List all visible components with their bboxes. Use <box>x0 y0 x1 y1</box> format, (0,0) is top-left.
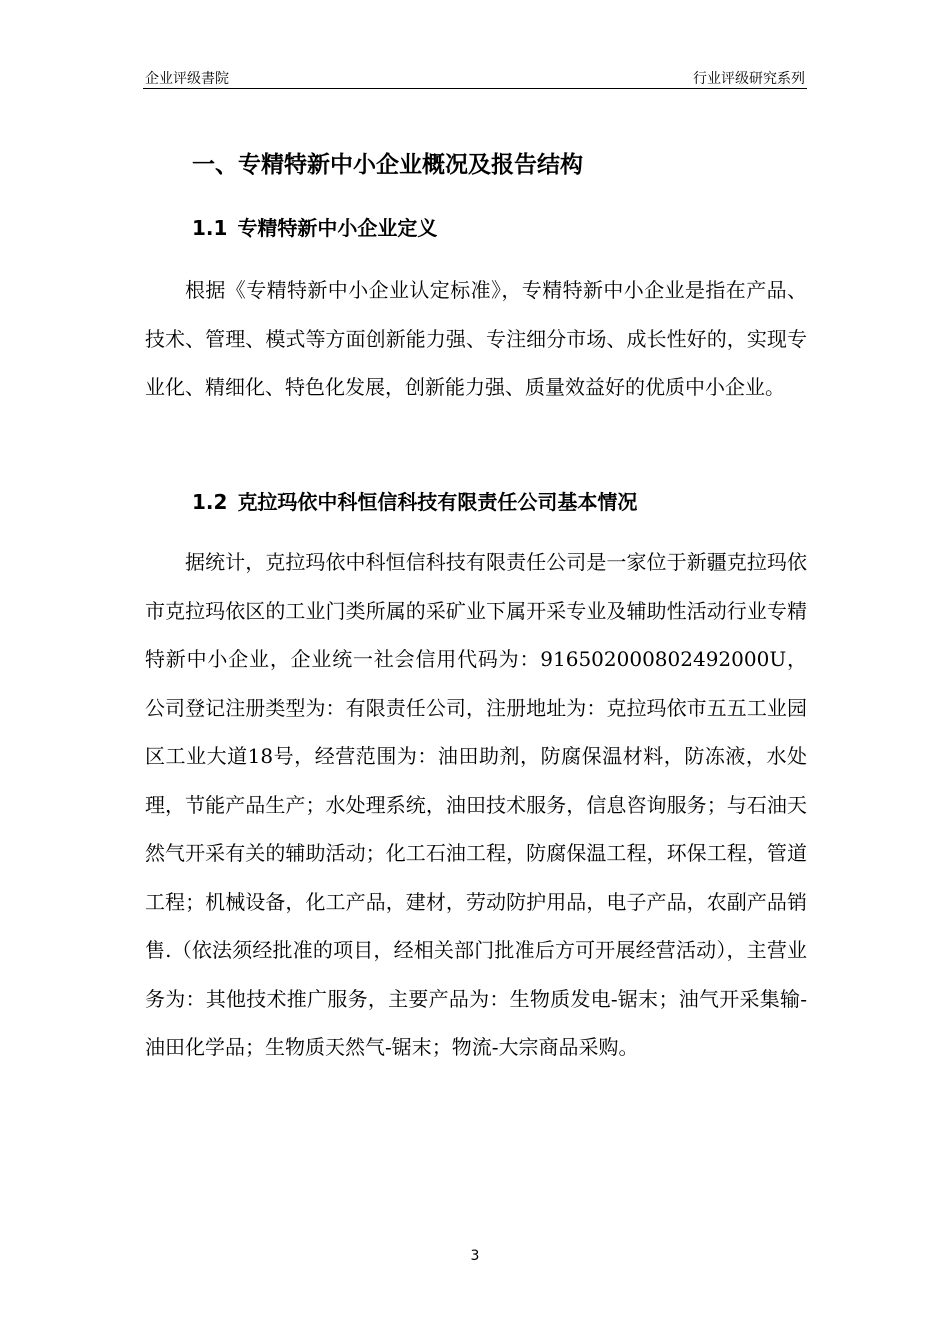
company-info-paragraph: 据统计，克拉玛依中科恒信科技有限责任公司是一家位于新疆克拉玛依市克拉玛依区的工业门类所属的采矿业下属开采专业及辅助性活动行业专精特新中小企业，企业统一社会信用代码为：916502000802492000U，公司登记注册类型为：有限责任公司，注册地址为：克拉玛依市五五工业园区工业大道18号，经营范围为：油田助剂，防腐保温材料，防冻液，水处理，节能产品生产；水处理系统，油田技术服务，信息咨询服务；与石油天然气开采有关的辅助活动；化工石油工程，防腐保温工程，环保工程，管道工程；机械设备，化工产品，建材，劳动防护用品，电子产品，农副产品销售.（依法须经批准的项目，经相关部门批准后方可开展经营活动），主营业务为：其他技术推广服务，主要产品为：生物质发电-锯末；油气开采集输-油田化学品；生物质天然气-锯末；物流-大宗商品采购。 <box>145 550 807 1059</box>
header-right-title: 行业评级研究系列 <box>693 71 805 87</box>
section-number: 1.2 <box>192 490 228 514</box>
section-title: 克拉玛依中科恒信科技有限责任公司基本情况 <box>237 490 638 514</box>
header-divider <box>143 88 807 89</box>
section-title: 专精特新中小企业定义 <box>237 216 438 240</box>
section-heading-1-2 <box>192 486 637 515</box>
section-number: 1.1 <box>192 216 228 240</box>
page-number: 3 <box>470 1248 480 1264</box>
definition-paragraph: 根据《专精特新中小企业认定标准》，专精特新中小企业是指在产品、技术、管理、模式等方面创新能力强、专注细分市场、成长性好的，实现专业化、精细化、特色化发展，创新能力强、质量效益好的优质中小企业。 <box>145 278 807 399</box>
section-heading-1-1 <box>192 212 437 241</box>
chapter-heading: 一、专精特新中小企业概况及报告结构 <box>192 152 583 178</box>
header-left-title: 企业评级書院 <box>145 71 229 87</box>
